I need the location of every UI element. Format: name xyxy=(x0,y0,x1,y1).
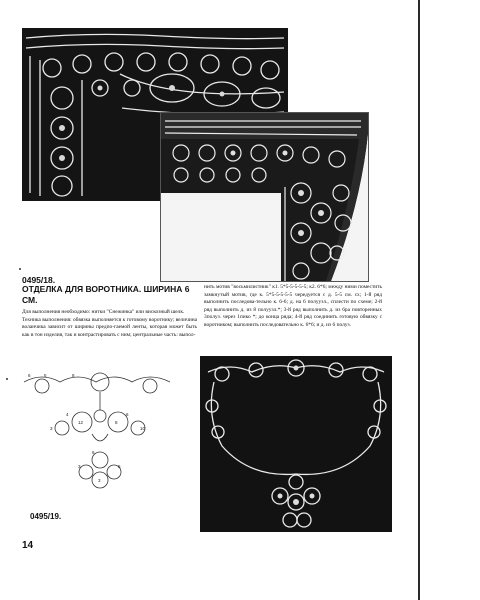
article-title: ОТДЕЛКА ДЛЯ ВОРОТНИКА. ШИРИНА 6 СМ. xyxy=(22,284,190,305)
paragraph-technique: Техника выполнения: обвязка выполняется к готовому воротнику; величина воланчика зависит от ширины предпо-гаемой ленты, которая может быть как в тон изделия, так и контрастировать с ним; центральные часть: выпол- xyxy=(22,316,197,338)
lace-necklace-photo xyxy=(200,356,392,532)
diagram-label: 8 xyxy=(72,373,75,378)
diagram-label: 5 xyxy=(44,373,47,378)
diagram-label: 6 xyxy=(126,412,129,417)
article-id: 0495/18. xyxy=(22,275,56,285)
text-column-right xyxy=(204,284,382,330)
diagram-label: 8 xyxy=(115,420,118,425)
paragraph-materials: Для выполнения необходимо: нитки "Снежинка" или вискозный шелк. xyxy=(22,309,185,315)
diagram-label: 3 xyxy=(50,426,53,431)
diagram-caption: 0495/19. xyxy=(30,512,62,521)
scan-speck xyxy=(6,378,8,380)
page-edge xyxy=(418,0,420,600)
paragraph-continued: нить мотив "восьмилистник" к1. 5*5-5-5-5-5; к2. 6*6; между ними поместить замкнутый мотив, где к. 5*5-5-5-5-5 чередуется с д. 5-5 см. сх; 1-й ряд выполнить последова-тельно к. 6-6; д. на 6 полуузл., сплести по схеме; 2-й ряд выполнить д. из 8 полуузл.*; 3-й ряд выполнить д. из 6ра повторенных 3полуз. через 1пико *; до конца ряда; 4-й ряд соединить готовую обвязку с воротником; выполнить последовательно к. 6*6; и д. из 6 полуз. xyxy=(204,284,382,328)
page-number: 14 xyxy=(22,540,34,551)
diagram-label: 3 xyxy=(78,464,81,469)
scan-speck xyxy=(19,268,21,270)
text-column-left xyxy=(22,309,197,339)
lace-detail-photo xyxy=(160,112,369,282)
diagram-label: 6 xyxy=(92,450,95,455)
diagram-label: 3 xyxy=(98,478,101,483)
diagram-label: 6 xyxy=(28,373,31,378)
pattern-diagram xyxy=(22,368,172,498)
diagram-label: 5 xyxy=(118,464,121,469)
diagram-label: 12 xyxy=(78,420,84,425)
diagram-label: 4 xyxy=(66,412,69,417)
diagram-label: 10 xyxy=(140,426,146,431)
